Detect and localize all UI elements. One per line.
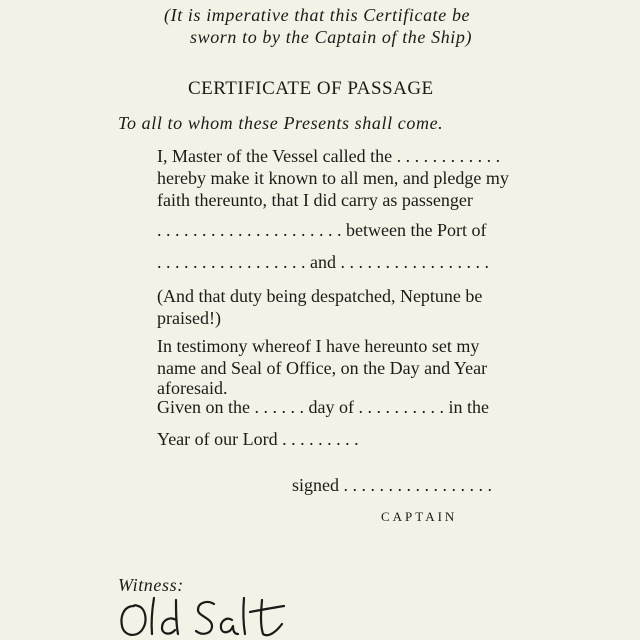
witness-label: Witness:: [118, 575, 184, 595]
instruction-line-2: sworn to by the Captain of the Ship): [190, 27, 473, 47]
body-line: praised!): [157, 308, 221, 328]
body-line: Given on the . . . . . . day of . . . . . . . . . . in the: [157, 397, 489, 417]
handwritten-signature: [118, 594, 288, 640]
captain-label: CAPTAIN: [381, 509, 458, 524]
signed-line: signed . . . . . . . . . . . . . . . . .: [292, 475, 492, 495]
body-line: faith thereunto, that I did carry as passenger: [157, 190, 473, 210]
body-line: (And that duty being despatched, Neptune be: [157, 286, 483, 306]
body-line: . . . . . . . . . . . . . . . . . . . . . between the Port of: [157, 220, 487, 240]
certificate-title: CERTIFICATE OF PASSAGE: [188, 78, 434, 99]
body-line: . . . . . . . . . . . . . . . . . and . . . . . . . . . . . . . . . . .: [157, 252, 489, 272]
body-line: Year of our Lord . . . . . . . . .: [157, 429, 359, 449]
body-line: In testimony whereof I have hereunto set my: [157, 336, 480, 356]
body-line: hereby make it known to all men, and pledge my: [157, 168, 509, 188]
body-line: I, Master of the Vessel called the . . . . . . . . . . . .: [157, 146, 501, 166]
body-line: aforesaid.: [157, 378, 228, 398]
instruction-line-1: (It is imperative that this Certificate be: [164, 5, 471, 25]
body-line: name and Seal of Office, on the Day and Year: [157, 358, 488, 378]
salutation: To all to whom these Presents shall come.: [118, 113, 444, 133]
